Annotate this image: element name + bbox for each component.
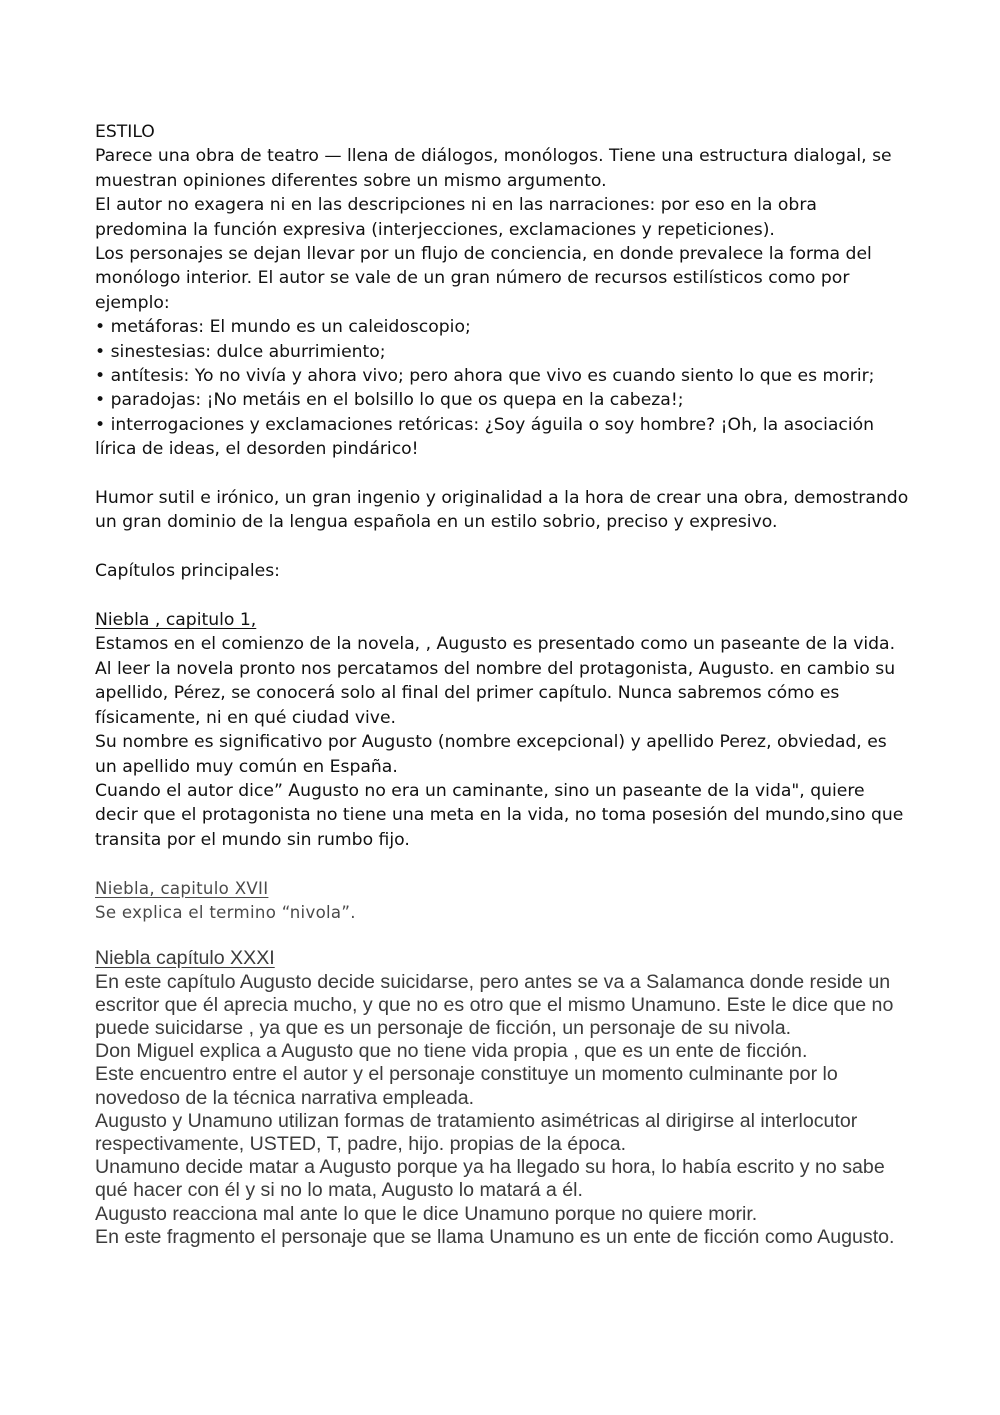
spacer [95,925,910,947]
capitulos-heading: Capítulos principales: [95,561,280,582]
cap31-paragraph: Unamuno decide matar a Augusto porque ya ha llegado su hora, lo había escrito y no sabe qué hacer con él y si no lo mata, Augusto lo matará a él. [95,1156,885,1202]
bullet-item: • paradojas: ¡No metáis en el bolsillo lo que os quepa en la cabeza!; [95,390,684,411]
estilo-paragraph: Parece una obra de teatro — llena de diálogos, monólogos. Tiene una estructura dialogal, se muestran opiniones diferentes sobre un mismo argumento. [95,146,892,191]
humor-paragraph: Humor sutil e irónico, un gran ingenio y originalidad a la hora de crear una obra, demostrando un gran dominio de la lengua española en un estilo sobrio, preciso y expresivo. [95,488,909,533]
cap31-paragraph: En este capítulo Augusto decide suicidarse, pero antes se va a Salamanca donde reside un escritor que él aprecia mucho, y que no es otro que el mismo Unamuno. Este le dice que no puede suicidarse , ya que es un personaje de ficción, un personaje de su nivola. [95,970,894,1039]
cap1-heading: Niebla , capitulo 1, [95,610,257,631]
bullet-item: • antítesis: Yo no vivía y ahora vivo; pero ahora que vivo es cuando siento lo que es morir; [95,366,875,387]
cap1-paragraph: Estamos en el comienzo de la novela, , Augusto es presentado como un paseante de la vida. Al leer la novela pronto nos percatamos del nombre del protagonista, Augusto. en cambio su apellido, Pérez, se conocerá solo al final del primer capítulo. Nunca sabremos cómo es físicamente, ni en qué ciudad vive. [95,634,896,728]
cap31-paragraph: Augusto y Unamuno utilizan formas de tratamiento asimétricas al dirigirse al interlocutor respectivamente, USTED, T, padre, hijo. propias de la época. [95,1109,858,1155]
spacer [95,535,910,559]
estilo-heading: ESTILO [95,122,155,142]
cap31-paragraph: En este fragmento el personaje que se llama Unamuno es un ente de ficción como Augusto. [95,1225,895,1248]
estilo-paragraph: Los personajes se dejan llevar por un flujo de conciencia, en donde prevalece la forma del monólogo interior. El autor se vale de un gran número de recursos estilísticos como por ejemplo: [95,244,872,313]
cap1-paragraph: Su nombre es significativo por Augusto (nombre excepcional) y apellido Perez, obviedad, es un apellido muy común en España. [95,732,887,777]
cap17-text: Se explica el termino “nivola”. [95,902,356,922]
bullet-item: • sinestesias: dulce aburrimiento; [95,341,386,362]
document-body [95,120,910,1249]
cap17-heading: Niebla, capitulo XVII [95,878,269,898]
cap31-paragraph: Augusto reacciona mal ante lo que le dice Unamuno porque no quiere morir. [95,1202,758,1225]
spacer [95,462,910,486]
bullet-item: • interrogaciones y exclamaciones retóricas: ¿Soy águila o soy hombre? ¡Oh, la asociación lírica de ideas, el desorden pindárico! [95,414,875,460]
cap1-paragraph: Cuando el autor dice” Augusto no era un caminante, sino un paseante de la vida", quiere decir que el protagonista no tiene una meta en la vida, no toma posesión del mundo,sino que transita por el mundo sin rumbo fijo. [95,780,904,850]
spacer [95,852,910,876]
estilo-paragraph: El autor no exagera ni en las descripciones ni en las narraciones: por eso en la obra predomina la función expresiva (interjecciones, exclamaciones y repeticiones). [95,195,817,240]
cap31-paragraph: Don Miguel explica a Augusto que no tiene vida propia , que es un ente de ficción. [95,1040,808,1063]
cap31-heading: Niebla capítulo XXXI [95,947,275,970]
cap31-section [95,947,910,1249]
spacer [95,584,910,608]
cap31-paragraph: Este encuentro entre el autor y el personaje constituye un momento culminante por lo novedoso de la técnica narrativa empleada. [95,1063,838,1109]
bullet-item: • metáforas: El mundo es un caleidoscopio; [95,317,471,338]
